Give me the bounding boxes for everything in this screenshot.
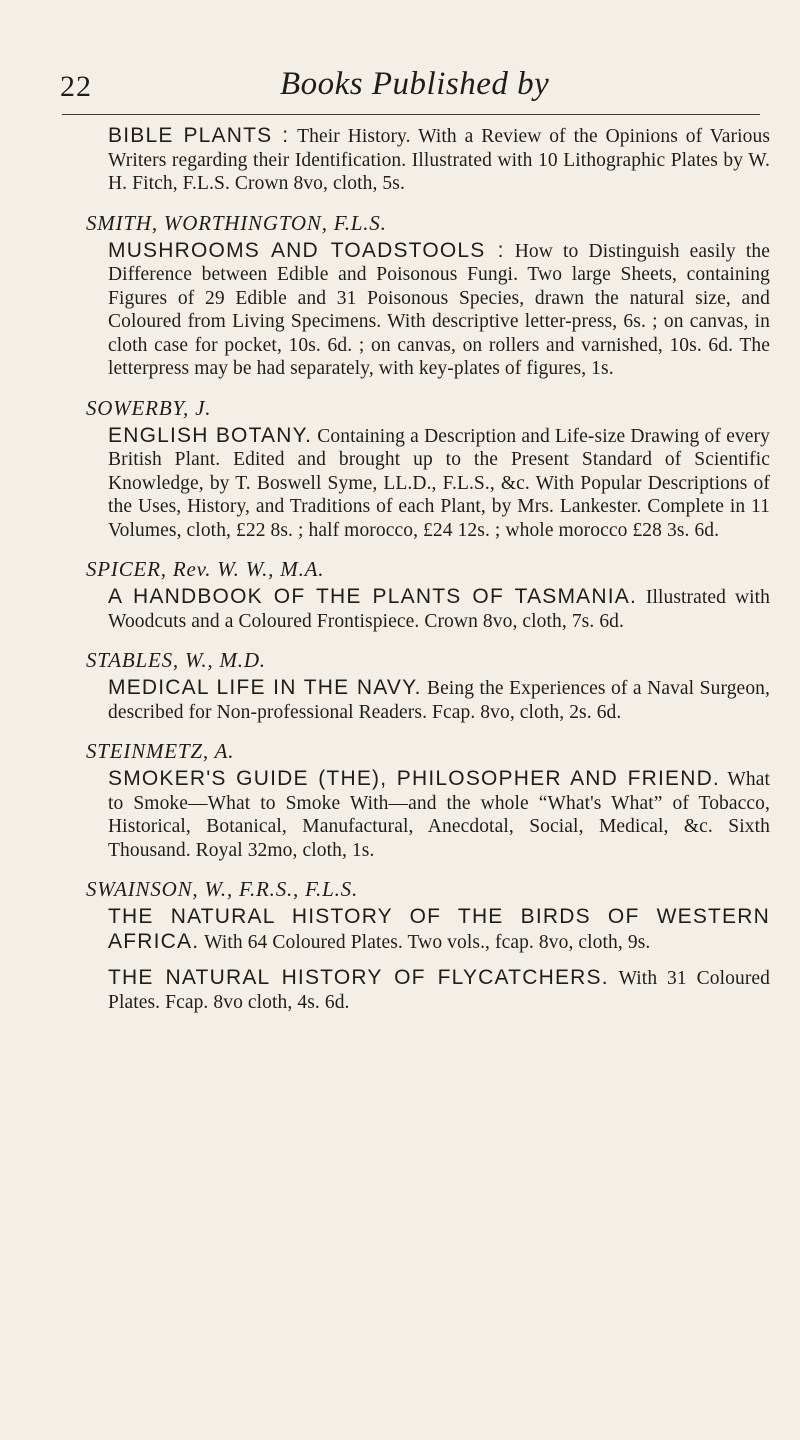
header-rule <box>62 114 760 115</box>
book-title: SMOKER'S GUIDE (THE), PHILOSOPHER AND FRIEND. <box>108 767 720 790</box>
book-description: With 64 Coloured Plates. Two vols., fcap. 8vo, cloth, 9s. <box>204 931 651 953</box>
catalogue-entries <box>86 124 770 1028</box>
book-listing <box>108 676 770 724</box>
catalogue-entry <box>86 876 770 1014</box>
page-number: 22 <box>60 70 92 103</box>
book-listing <box>108 966 770 1014</box>
book-title: MEDICAL LIFE IN THE NAVY. <box>108 676 422 699</box>
catalogue-entry <box>86 738 770 862</box>
catalogue-entry <box>86 556 770 633</box>
book-description: Being the Experiences of a Naval Surgeon, described for Non-professional Readers. Fcap. 8vo, cloth, 2s. 6d. <box>108 678 770 723</box>
book-description: Illustrated with Woodcuts and a Coloured Frontispiece. Crown 8vo, cloth, 7s. 6d. <box>108 587 771 632</box>
author-heading: SOWERBY, J. <box>86 395 212 420</box>
book-description: Their History. With a Review of the Opinions of Various Writers regarding their Identification. Illustrated with 10 Lithographic Plates by W. H. Fitch, F.L.S. Crown 8vo, cloth, 5s. <box>108 126 771 194</box>
book-title: A HANDBOOK OF THE PLANTS OF TASMANIA. <box>108 585 638 608</box>
author-heading: SPICER, Rev. W. W., M.A. <box>86 557 325 581</box>
book-description: With 31 Coloured Plates. Fcap. 8vo cloth, 4s. 6d. <box>108 968 771 1013</box>
author-heading: STABLES, W., M.D. <box>86 648 266 672</box>
running-title: Books Published by <box>280 66 550 102</box>
book-title: THE NATURAL HISTORY OF FLYCATCHERS. <box>108 966 609 989</box>
book-title: ENGLISH BOTANY. <box>108 423 313 447</box>
book-description: How to Distinguish easily the Difference between Edible and Poisonous Fungi. Two large Sheets, containing Figures of 29 Edible and 31 Poisonous Species, drawn the natural size, and Coloured from Living Specimens. With descriptive letter-press, 6s. ; on canvas, in cloth case for pocket, 10s. 6d. ; on canvas, on rollers and varnished, 10s. 6d. The letterpress may be had separately, with key-plates of figures, 1s. <box>108 240 770 379</box>
author-heading: SMITH, WORTHINGTON, F.L.S. <box>86 210 387 235</box>
running-head <box>60 66 760 110</box>
book-description: What to Smoke—What to Smoke With—and the whole “What's What” of Tobacco, Historical, Botanical, Manufactural, Anecdotal, Social, Medical, &c. Sixth Thousand. Royal 32mo, cloth, 1s. <box>108 769 770 861</box>
book-listing <box>108 767 770 862</box>
book-listing <box>108 585 770 633</box>
book-title: THE NATURAL HISTORY OF THE BIRDS OF WESTERN AFRICA. <box>108 905 770 953</box>
book-title: BIBLE PLANTS : <box>108 124 290 147</box>
book-description: Containing a Description and Life-size Drawing of every British Plant. Edited and brought up to the Present Standard of Scientific Knowledge, by T. Boswell Syme, LL.D., F.L.S., &c. With Popular Descriptions of the Uses, History, and Traditions of each Plant, by Mrs. Lankester. Complete in 11 Volumes, cloth, £22 8s. ; half morocco, £24 12s. ; whole morocco £28 3s. 6d. <box>108 425 770 541</box>
catalogue-entry <box>86 647 770 724</box>
catalogue-entry <box>86 210 770 381</box>
catalogue-entry <box>86 124 770 196</box>
author-heading: SWAINSON, W., F.R.S., F.L.S. <box>86 877 358 901</box>
book-title: MUSHROOMS AND TOADSTOOLS : <box>108 238 505 262</box>
book-listing <box>108 424 770 543</box>
book-listing <box>108 239 770 381</box>
catalogue-entry <box>86 395 770 543</box>
author-heading: STEINMETZ, A. <box>86 739 235 763</box>
book-listing <box>108 905 770 954</box>
book-listing <box>108 124 770 196</box>
